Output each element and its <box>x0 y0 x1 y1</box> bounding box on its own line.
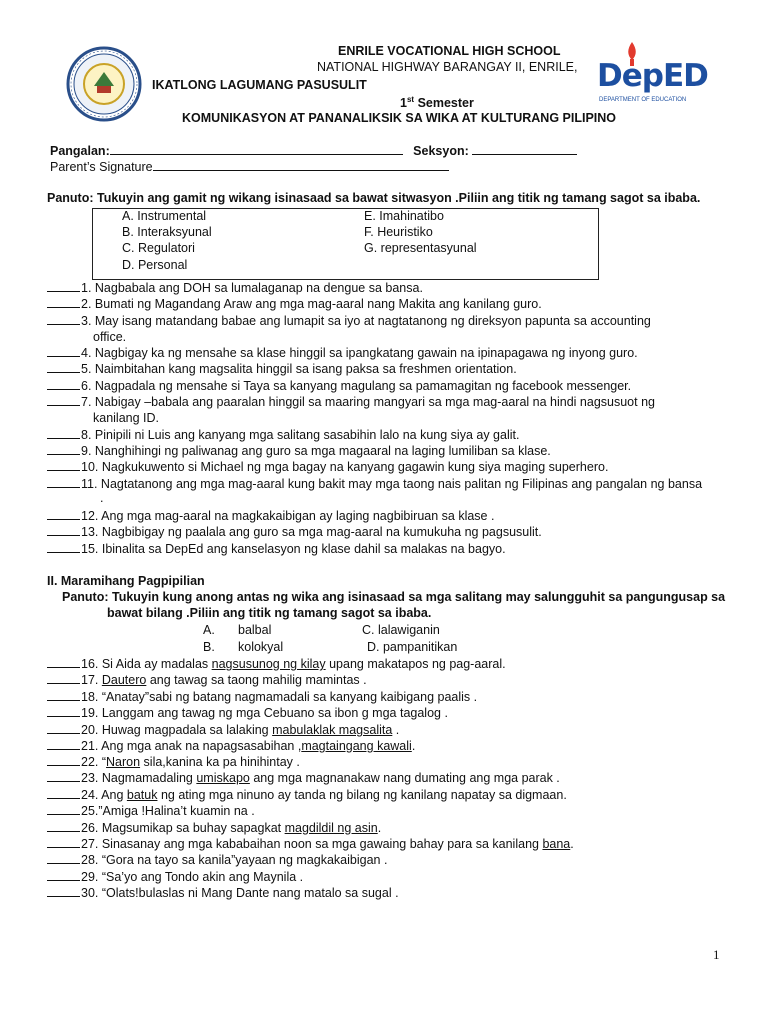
question-18: 18. “Anatay”sabi ng batang nagmamadali sa kanyang kaibigang paalis . <box>47 689 718 705</box>
exam-title: IKATLONG LAGUMANG PASUSULIT <box>152 78 367 92</box>
deped-tagline: DEPARTMENT OF EDUCATION <box>599 97 687 103</box>
question-5: 5. Naimbitahan kang magsalita hinggil sa isang paksa sa freshmen orientation. <box>47 361 718 377</box>
answer-blank[interactable] <box>47 313 80 325</box>
question-10: 10. Nagkukuwento si Michael ng mga bagay na kanyang gagawin kung siya maging superhero. <box>47 459 718 475</box>
question-3: 3. May isang matandang babae ang lumapit sa iyo at nagtatanong ng direksyon papunta sa accounting <box>47 313 718 329</box>
part1-choices-box <box>92 208 599 280</box>
part2-title: II. Maramihang Pagpipilian <box>47 574 205 588</box>
question-17: 17. Dautero ang tawag sa taong mahilig mamintas . <box>47 672 718 688</box>
answer-blank[interactable] <box>47 869 80 881</box>
choice-g: G. representasyunal <box>364 241 477 255</box>
choice-d-pampanitikan: D. pampanitikan <box>367 640 458 654</box>
question-30: 30. “Olats!bulaslas ni Mang Dante nang matalo sa sugal . <box>47 885 718 901</box>
choice-c: C. Regulatori <box>122 241 195 255</box>
answer-blank[interactable] <box>47 378 80 390</box>
question-21: 21. Ang mga anak na napagsasabihan ,magtaingang kawali. <box>47 738 718 754</box>
answer-blank[interactable] <box>47 476 80 488</box>
part2-instruction-cont: bawat bilang .Piliin ang titik ng tamang sagot sa ibaba. <box>107 606 432 620</box>
semester: 1st Semester <box>400 95 474 111</box>
answer-blank[interactable] <box>47 656 80 668</box>
question-23: 23. Nagmamadaling umiskapo ang mga magnanakaw nang dumating ang mga parak . <box>47 770 718 786</box>
choice-e: E. Imahinatibo <box>364 209 444 223</box>
question-7-cont: kanilang ID. <box>93 411 160 425</box>
answer-blank[interactable] <box>47 885 80 897</box>
answer-blank[interactable] <box>47 541 80 553</box>
parent-signature-field: Parent’s Signature <box>50 159 449 174</box>
answer-blank[interactable] <box>47 689 80 701</box>
deped-logo <box>597 42 708 112</box>
question-26: 26. Magsumikap sa buhay sapagkat magdildil ng asin. <box>47 820 718 836</box>
question-2: 2. Bumati ng Magandang Araw ang mga mag-aaral nang Makita ang kanilang guro. <box>47 296 718 312</box>
question-3-cont: office. <box>93 330 127 344</box>
part2-instruction: Panuto: Tukuyin kung anong antas ng wika ang isinasaad sa mga salitang may salungguhit sa pangungusap sa <box>62 590 726 604</box>
question-19: 19. Langgam ang tawag ng mga Cebuano sa ibon g mga tagalog . <box>47 705 718 721</box>
part1-instruction: Panuto: Tukuyin ang gamit ng wikang isinasaad sa bawat sitwasyon .Piliin ang titik ng tamang sagot sa ibaba. <box>47 191 701 205</box>
school-address: NATIONAL HIGHWAY BARANGAY II, ENRILE, <box>317 60 578 74</box>
answer-blank[interactable] <box>47 738 80 750</box>
question-4: 4. Nagbigay ka ng mensahe sa klase hinggil sa ipangkatang gawain na ipinapagawa ng inyong guro. <box>47 345 718 361</box>
question-7: 7. Nabigay –babala ang paaralan hinggil sa maaring mangyari sa mga mag-aaral na hindi nagsusuot ng <box>47 394 718 410</box>
answer-blank[interactable] <box>47 508 80 520</box>
question-15: 15. Ibinalita sa DepEd ang kanselasyon ng klase dahil sa malakas na bagyo. <box>47 541 718 557</box>
choice-a-balbal: balbal <box>238 623 272 637</box>
answer-blank[interactable] <box>47 296 80 308</box>
page-number: 1 <box>713 947 720 962</box>
question-22: 22. “Naron sila,kanina ka pa hinihintay . <box>47 754 718 770</box>
question-13: 13. Nagbibigay ng paalala ang guro sa mga mag-aaral na kumukuha ng pagsusulit. <box>47 524 718 540</box>
choice-b-letter: B. <box>203 640 215 654</box>
choice-f: F. Heuristiko <box>364 225 433 239</box>
question-12: 12. Ang mga mag-aaral na magkakaibigan ay laging nagbibiruan sa klase . <box>47 508 718 524</box>
subject-title: KOMUNIKASYON AT PANANALIKSIK SA WIKA AT KULTURANG PILIPINO <box>182 111 617 125</box>
answer-blank[interactable] <box>47 754 80 766</box>
question-6: 6. Nagpadala ng mensahe si Taya sa kanyang magulang sa pamamagitan ng facebook messenger. <box>47 378 718 394</box>
deped-wordmark: DepED <box>597 58 708 94</box>
question-24: 24. Ang batuk ng ating mga ninuno ay tanda ng bilang ng kanilang napatay sa digmaan. <box>47 787 718 803</box>
answer-blank[interactable] <box>47 443 80 455</box>
section-line <box>472 143 577 155</box>
school-name: ENRILE VOCATIONAL HIGH SCHOOL <box>338 44 561 58</box>
question-16: 16. Si Aida ay madalas nagsusunog ng kilay upang makatapos ng pag-aaral. <box>47 656 718 672</box>
answer-blank[interactable] <box>47 770 80 782</box>
question-8: 8. Pinipili ni Luis ang kanyang mga salitang sasabihin lalo na kung siya ay galit. <box>47 427 718 443</box>
choice-b-kolokyal: kolokyal <box>238 640 284 654</box>
question-9: 9. Nanghihingi ng paliwanag ang guro sa mga magaaral na laging lumiliban sa klase. <box>47 443 718 459</box>
answer-blank[interactable] <box>47 852 80 864</box>
answer-blank[interactable] <box>47 705 80 717</box>
choice-c-lalawiganin: C. lalawiganin <box>362 623 440 637</box>
question-11-cont: . <box>100 491 104 505</box>
question-29: 29. “Sa’yo ang Tondo akin ang Maynila . <box>47 869 718 885</box>
question-1: 1. Nagbabala ang DOH sa lumalaganap na dengue sa bansa. <box>47 280 718 296</box>
school-seal-logo <box>66 46 142 122</box>
answer-blank[interactable] <box>47 280 80 292</box>
choice-a: A. Instrumental <box>122 209 207 223</box>
choice-d: D. Personal <box>122 258 188 272</box>
question-11: 11. Nagtatanong ang mga mag-aaral kung bakit may mga taong nais palitan ng Filipinas ang pangalan ng bansa <box>47 476 718 492</box>
answer-blank[interactable] <box>47 722 80 734</box>
answer-blank[interactable] <box>47 459 80 471</box>
question-27: 27. Sinasanay ang mga kababaihan noon sa mga gawaing bahay para sa kanilang bana. <box>47 836 718 852</box>
answer-blank[interactable] <box>47 787 80 799</box>
answer-blank[interactable] <box>47 836 80 848</box>
answer-blank[interactable] <box>47 361 80 373</box>
answer-blank[interactable] <box>47 672 80 684</box>
question-20: 20. Huwag magpadala sa lalaking mabulaklak magsalita . <box>47 722 718 738</box>
choice-a-letter: A. <box>203 623 215 637</box>
answer-blank[interactable] <box>47 345 80 357</box>
signature-line <box>153 159 449 171</box>
question-25: 25.”Amiga !Halina’t kuamin na . <box>47 803 718 819</box>
answer-blank[interactable] <box>47 524 80 536</box>
name-field: Pangalan: Seksyon: <box>50 143 577 158</box>
answer-blank[interactable] <box>47 427 80 439</box>
answer-blank[interactable] <box>47 803 80 815</box>
answer-blank[interactable] <box>47 394 80 406</box>
name-line <box>110 143 403 155</box>
answer-blank[interactable] <box>47 820 80 832</box>
question-28: 28. “Gora na tayo sa kanila”yayaan ng magkakaibigan . <box>47 852 718 868</box>
choice-b: B. Interaksyunal <box>122 225 212 239</box>
